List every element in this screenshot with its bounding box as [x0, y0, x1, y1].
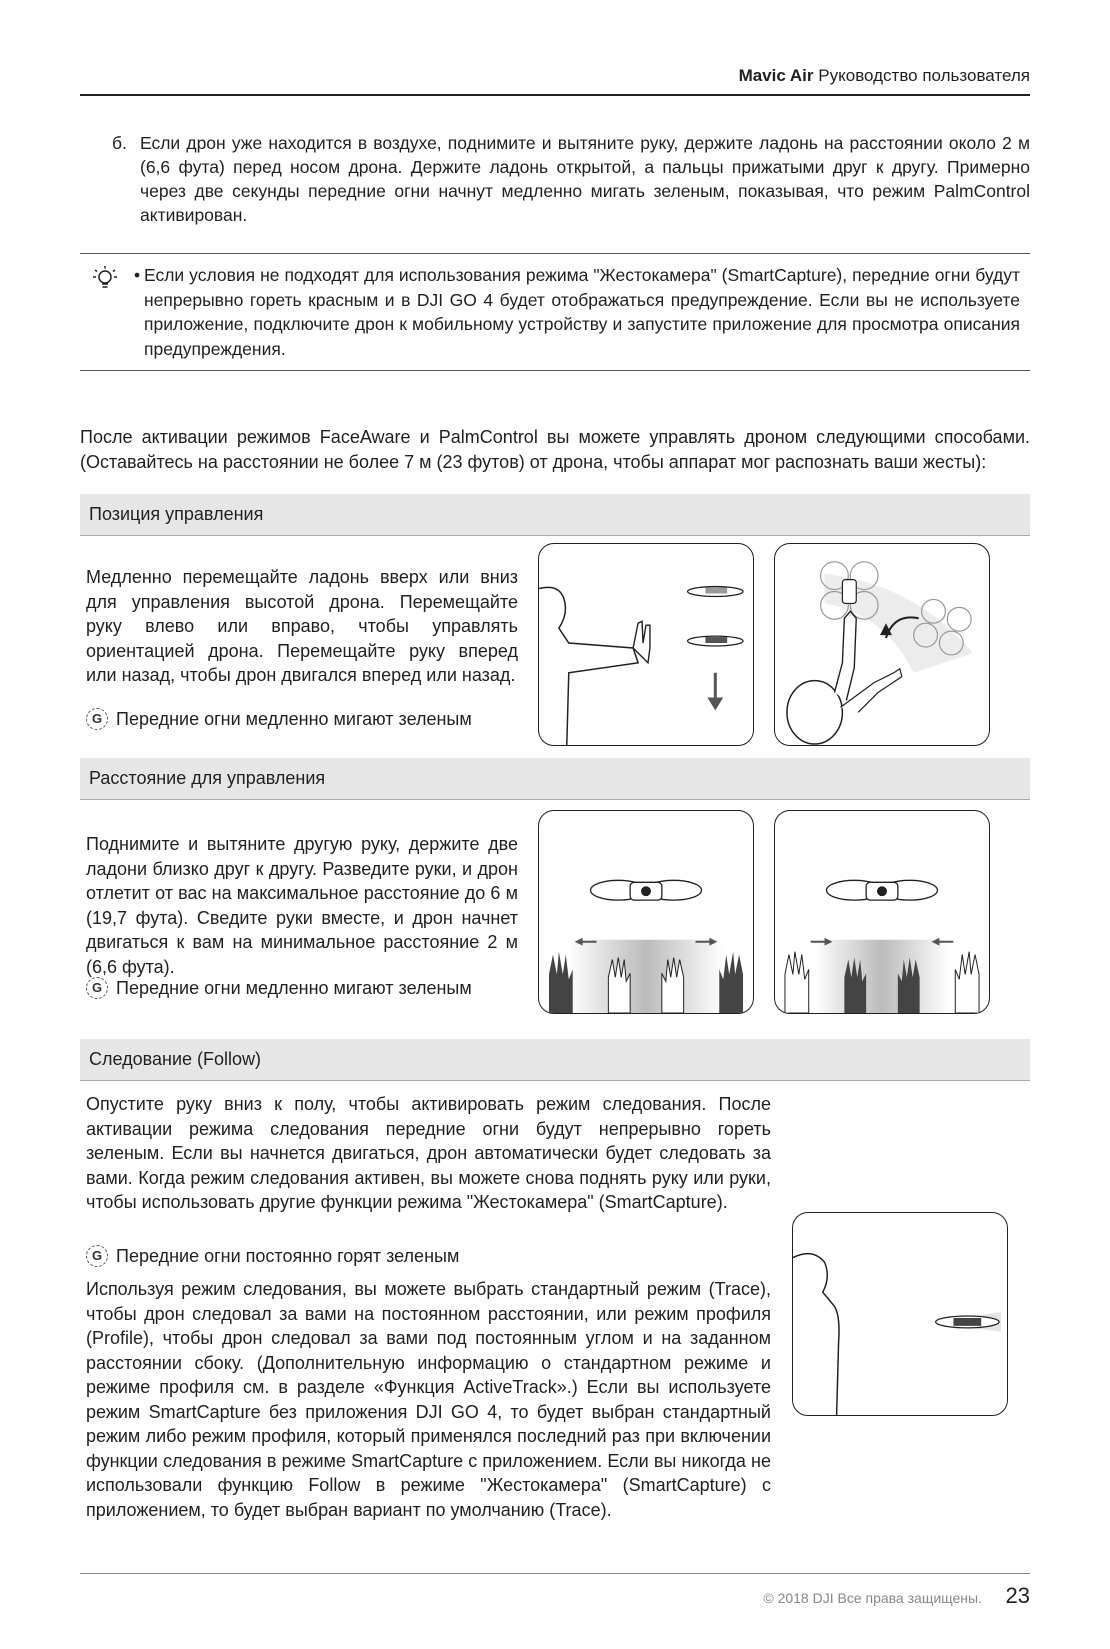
- footer-copyright: © 2018 DJI Все права защищены.: [763, 1590, 982, 1606]
- led-status-text: Передние огни медленно мигают зеленым: [116, 978, 472, 998]
- section-text-control-position: Медленно перемещайте ладонь вверх или вниз для управления высотой дрона. Перемещайте руку влево или вправо, чтобы управлять ориентацией дрона. Перемещайте руку вперед или назад, чтобы дрон двигался вперед или назад.: [86, 567, 518, 685]
- header-brand: Mavic Air: [738, 66, 814, 85]
- tip-content: Если условия не подходят для использования режима "Жестокамера" (SmartCapture), передние огни будут непрерывно гореть красным и в DJI GO 4 будет отображаться предупреждение. Если вы не используете приложение, подключите дрон к мобильному устройству и запустите приложение для просмотра описания предупреждения.: [144, 265, 1020, 359]
- section-heading-follow: [80, 1039, 1030, 1081]
- bullet-icon: •: [134, 265, 141, 285]
- section-title: Следование (Follow): [89, 1049, 262, 1069]
- section-text-follow: Опустите руку вниз к полу, чтобы активировать режим следования. После активации режима следования передние огни будут непрерывно гореть зеленым. Если вы начнется двигаться, дрон автоматически будет следовать за вами. Когда режим следования активен, вы можете снова поднять руку или руки, чтобы использовать другие функции режима "Жестокамера" (SmartCapture).: [86, 1094, 771, 1212]
- led-green-icon: G: [86, 1245, 108, 1267]
- follow-illustration: [792, 1212, 1008, 1416]
- section-text-control-distance: Поднимите и вытяните другую руку, держите две ладони близко друг к другу. Разведите руки, и дрон отлетит от вас на максимальное расстояние до 6 м (19,7 фута). Сведите руки вместе, и дрон начнет двигаться к вам на минимальное расстояние 2 м (6,6 фута).: [86, 834, 518, 977]
- palm-orientation-illustration: [774, 543, 990, 746]
- led-status-text: Передние огни постоянно горят зеленым: [116, 1246, 460, 1266]
- led-status-follow: [86, 1244, 459, 1268]
- tip-text: [134, 263, 1020, 361]
- section-title: Позиция управления: [89, 504, 264, 524]
- lightbulb-icon: [90, 264, 120, 294]
- section-heading-control-distance: [80, 758, 1030, 800]
- section-text-follow-modes: Используя режим следования, вы можете выбрать стандартный режим (Trace), чтобы дрон следовал за вами на постоянном расстоянии, или режим профиля (Profile), чтобы дрон следовал за вами под постоянным углом и на заданном расстоянии сбоку. (Дополнительную информацию о стандартном режиме и режиме профиля см. в разделе «Функция ActiveTrack».) Если вы используете режим SmartCapture без приложения DJI GO 4, то будет выбран стандартный режим либо режим профиля, который применялся последний раз при включении функции следования в режиме SmartCapture с приложением. Если вы никогда не использовали функцию Follow в режиме "Жестокамера" (SmartCapture) с приложением, то будет выбран вариант по умолчанию (Trace).: [86, 1279, 771, 1520]
- header-title: [739, 66, 1030, 86]
- palm-height-illustration: [538, 543, 754, 746]
- header-manual-title: Руководство пользователя: [818, 66, 1030, 85]
- led-green-icon: G: [86, 708, 108, 730]
- list-marker: б.: [112, 133, 127, 153]
- footer-divider: [80, 1573, 1030, 1574]
- intro-paragraph: После активации режимов FaceAware и PalmControl вы можете управлять дроном следующими способами. (Оставайтесь на расстоянии не более 7 м (23 футов) от дрона, чтобы аппарат мог распознать ваши жесты):: [80, 427, 1030, 472]
- tip-box: [80, 253, 1030, 371]
- page-number: 23: [1005, 1583, 1030, 1608]
- list-item-b: [112, 131, 1030, 227]
- section-title: Расстояние для управления: [89, 768, 326, 788]
- section-heading-control-position: [80, 494, 1030, 536]
- led-status-control-position: [86, 707, 472, 731]
- page-header: [80, 60, 1030, 96]
- led-status-control-distance: [86, 976, 472, 1000]
- led-green-icon: G: [86, 977, 108, 999]
- led-status-text: Передние огни медленно мигают зеленым: [116, 709, 472, 729]
- distance-together-illustration: [774, 810, 990, 1014]
- list-item-text: Если дрон уже находится в воздухе, поднимите и вытяните руку, держите ладонь на расстоянии около 2 м (6,6 фута) перед носом дрона. Держите ладонь открытой, а пальцы прижатыми друг к другу. Примерно через две секунды передние огни начнут медленно мигать зеленым, показывая, что режим PalmControl активирован.: [140, 133, 1030, 225]
- distance-apart-illustration: [538, 810, 754, 1014]
